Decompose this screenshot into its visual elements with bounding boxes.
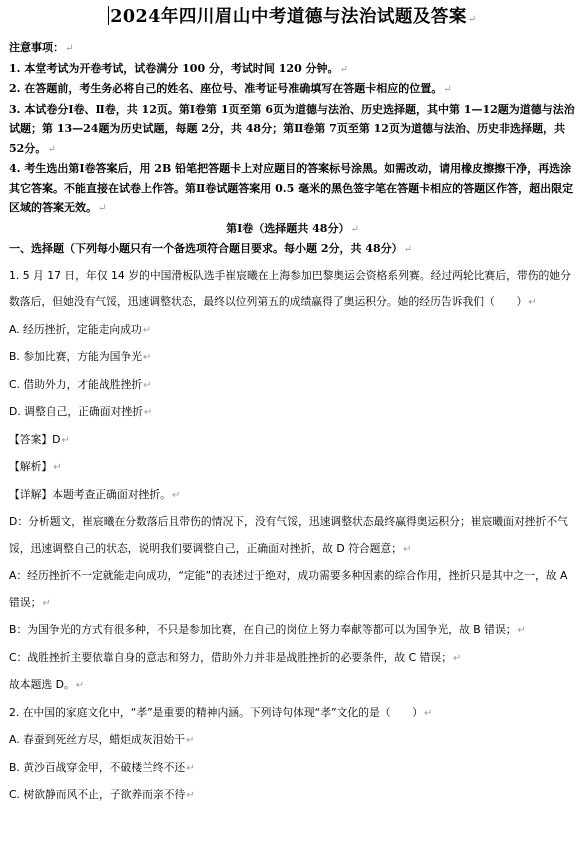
question-option: B. 参加比赛，方能为国争光↵ (9, 350, 152, 363)
question-option: B. 黄沙百战穿金甲，不破楼兰终不还↵ (9, 760, 195, 774)
explanation-line: A：经历挫折不一定就能走向成功，“定能”的表述过于绝对，成功需要多种因素的综合作用，挫折只是其中之一，故 A 错误；↵ (9, 569, 568, 609)
section-heading: 一、选择题（下列每小题只有一个备选项符合题目要求。每小题 2分，共 48分）↵ (9, 241, 413, 255)
analysis-line: 【解析】↵ (9, 460, 62, 473)
explanation-line: B：为国争光的方式有很多种，不只是参加比赛，在自己的岗位上努力奉献等都可以为国争光，故 B 错误；↵ (9, 623, 526, 636)
paragraph-mark-icon: ↵ (350, 223, 359, 235)
paragraph-mark-icon: ↵ (403, 243, 413, 255)
paragraph-mark-icon: ↵ (528, 297, 537, 308)
notes-item: 4. 考生选出第Ⅰ卷答案后，用 2B 铅笔把答题卡上对应题目的答案标号涂黑。如需改动，请用橡皮擦擦干净，再选涂其它答案。不能直接在试卷上作答。第Ⅱ卷试题答案用 0.5 毫米的黑色签字笔在答题卡相应的答题区作答，超出限定区域的答案无效。↵ (9, 162, 574, 214)
paragraph-mark-icon: ↵ (53, 462, 62, 473)
question-option: A. 经历挫折，定能走向成功↵ (9, 322, 152, 336)
paragraph-mark-icon: ↵ (424, 707, 433, 719)
title-text: 2024年四川眉山中考道德与法治试题及答案 (110, 7, 467, 27)
question-option: C. 树欲静而风不止，子欲养而亲不待↵ (9, 788, 195, 801)
detail-line: 【详解】本题考查正确面对挫折。↵ (9, 487, 181, 501)
paragraph-mark-icon: ↵ (186, 762, 195, 774)
question-option: D. 调整自己，正确面对挫折↵ (9, 405, 153, 418)
question-option: A. 春蚕到死丝方尽，蜡炬成灰泪始干↵ (9, 733, 195, 746)
explanation-line: C：战胜挫折主要依靠自身的意志和努力，借助外力并非是战胜挫折的必要条件，故 C 错误；↵ (9, 650, 462, 664)
paragraph-mark-icon: ↵ (47, 143, 56, 155)
paragraph-mark-icon: ↵ (517, 625, 526, 636)
notes-heading: 注意事项：↵ (9, 41, 74, 54)
answer-line: 【答案】D↵ (9, 432, 70, 446)
notes-item: 2. 在答题前，考生务必将自己的姓名、座位号、准考证号准确填写在答题卡相应的位置。↵ (9, 82, 452, 95)
paragraph-mark-icon: ↵ (143, 407, 153, 418)
question-option: C. 借助外力，才能战胜挫折↵ (9, 377, 152, 391)
paragraph-mark-icon: ↵ (186, 790, 195, 801)
paragraph-mark-icon: ↵ (339, 63, 348, 75)
paragraph-mark-icon: ↵ (453, 652, 462, 664)
explanation-line: D：分析题文，崔宸曦在分数落后且带伤的情况下，没有气馁，迅速调整状态最终赢得奥运积分；崔宸曦面对挫折不气馁，迅速调整自己的状态，说明我们要调整自己，正确面对挫折，故 D 符合题意；↵ (9, 515, 568, 555)
paragraph-mark-icon: ↵ (143, 379, 152, 391)
notes-item: 1. 本堂考试为开卷考试，试卷满分 100 分，考试时间 120 分钟。↵ (9, 61, 348, 75)
paragraph-mark-icon: ↵ (142, 324, 152, 336)
paragraph-mark-icon: ↵ (61, 434, 70, 446)
exam-notes (9, 38, 576, 219)
document-title (9, 5, 576, 29)
paragraph-mark-icon: ↵ (186, 735, 195, 746)
question-stem: 2. 在中国的家庭文化中，“孝”是重要的精神内涵。下列诗句体现“孝”文化的是（ ）↵ (9, 705, 433, 719)
conclusion-line: 故本题选 D。↵ (9, 678, 85, 691)
paragraph-mark-icon: ↵ (98, 203, 107, 214)
paragraph-mark-icon: ↵ (403, 543, 412, 555)
section-title: 第Ⅰ卷（选择题共 48分）↵ (226, 221, 359, 235)
question-body (9, 263, 576, 810)
paragraph-mark-icon: ↵ (42, 597, 51, 609)
paragraph-mark-icon: ↵ (65, 43, 74, 54)
paragraph-mark-icon: ↵ (171, 489, 181, 501)
paragraph-mark-icon: ↵ (467, 14, 477, 25)
paragraph-mark-icon: ↵ (443, 84, 452, 95)
paragraph-mark-icon: ↵ (75, 680, 85, 691)
notes-item: 3. 本试卷分Ⅰ卷、Ⅱ卷，共 12页。第Ⅰ卷第 1页至第 6页为道德与法治、历史选择题，其中第 1—12题为道德与法治试题；第 13—24题为历史试题，每题 2分，共 48分；第Ⅱ卷第 7页至第 12页为道德与法治、历史非选择题，共 52分。↵ (9, 102, 575, 155)
question-stem: 1. 5 月 17 日，年仅 14 岁的中国滑板队选手崔宸曦在上海参加巴黎奥运会资格系列赛。经过两轮比赛后，带伤的她分数落后，但她没有气馁，迅速调整状态，最终以位列第五的成绩赢得了奥运积分。她的经历告诉我们（ ）↵ (9, 268, 571, 308)
paragraph-mark-icon: ↵ (143, 352, 152, 363)
